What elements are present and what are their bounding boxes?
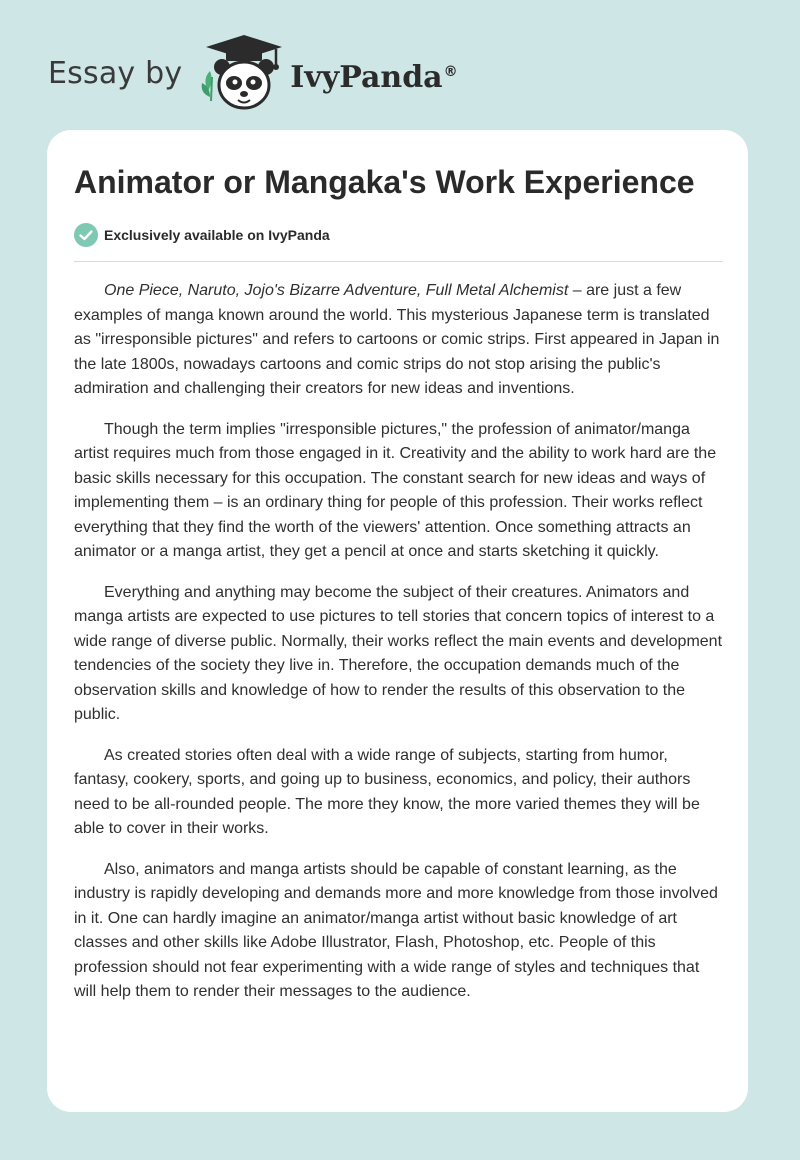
- panda-graduate-logo-icon[interactable]: [198, 31, 284, 115]
- paragraph-5: Also, animators and manga artists should be capable of constant learning, as the industry is rapidly developing and demands more and more knowledge from those involved in it. One can hardly imagine an animator/manga artist without basic knowledge of art classes and other skills like Adobe Illustrator, Flash, Photoshop, etc. People of this profession should not fear experimenting with a wide range of styles and techniques that will help them to render their messages to the audience.: [74, 860, 718, 1000]
- page-title: Animator or Mangaka's Work Experience: [74, 164, 695, 200]
- manga-titles: One Piece, Naruto, Jojo's Bizarre Adventure, Full Metal Alchemist: [104, 282, 569, 299]
- essay-by-label: Essay by: [48, 55, 183, 91]
- exclusive-badge-text: Exclusively available on IvyPanda: [104, 227, 330, 243]
- paragraph-3: Everything and anything may become the subject of their creatures. Animators and manga artists are expected to use pictures to tell stories that concern topics of interest to a wide range of diverse public. Normally, their works reflect the main events and development tendencies of the society they live in. Therefore, the occupation demands much of the observation skills and knowledge of how to render the results of this observation to the public.: [74, 583, 723, 723]
- paragraph-4: As created stories often deal with a wide range of subjects, starting from humor, fantasy, cookery, sports, and going up to business, economics, and policy, their authors need to be all-rounded people. The more they know, the more varied themes they will be able to cover in their works.: [74, 746, 700, 837]
- divider: [74, 261, 723, 262]
- paragraph-2: Though the term implies "irresponsible pictures," the profession of animator/manga artist requires much from those engaged in it. Creativity and the ability to work hard are the basic skills necessary for this occupation. The constant search for new ideas and ways of implementing them – is an ordinary thing for people of this profession. Their works reflect everything that they find the worth of the viewers' attention. Once something attracts an animator or a manga artist, they get a pencil at once and starts sketching it quickly.: [74, 420, 717, 560]
- essay-body: [74, 279, 723, 1021]
- site-header: [48, 28, 458, 118]
- brand-name[interactable]: IvyPanda®: [290, 59, 458, 95]
- paragraph-1-text: – are just a few examples of manga known around the world. This mysterious Japanese term is translated as "irresponsible pictures" and refers to cartoons or comic strips. First appeared in Japan in the late 1800s, nowadays cartoons and comic strips do not stop arising the public's admiration and challenging their creators for new ideas and inventions.: [74, 282, 720, 397]
- exclusive-badge: [74, 223, 330, 247]
- registered-mark: ®: [443, 63, 458, 80]
- paragraph-1: [74, 279, 723, 402]
- check-circle-icon: [74, 223, 98, 247]
- essay-card: [47, 130, 748, 1112]
